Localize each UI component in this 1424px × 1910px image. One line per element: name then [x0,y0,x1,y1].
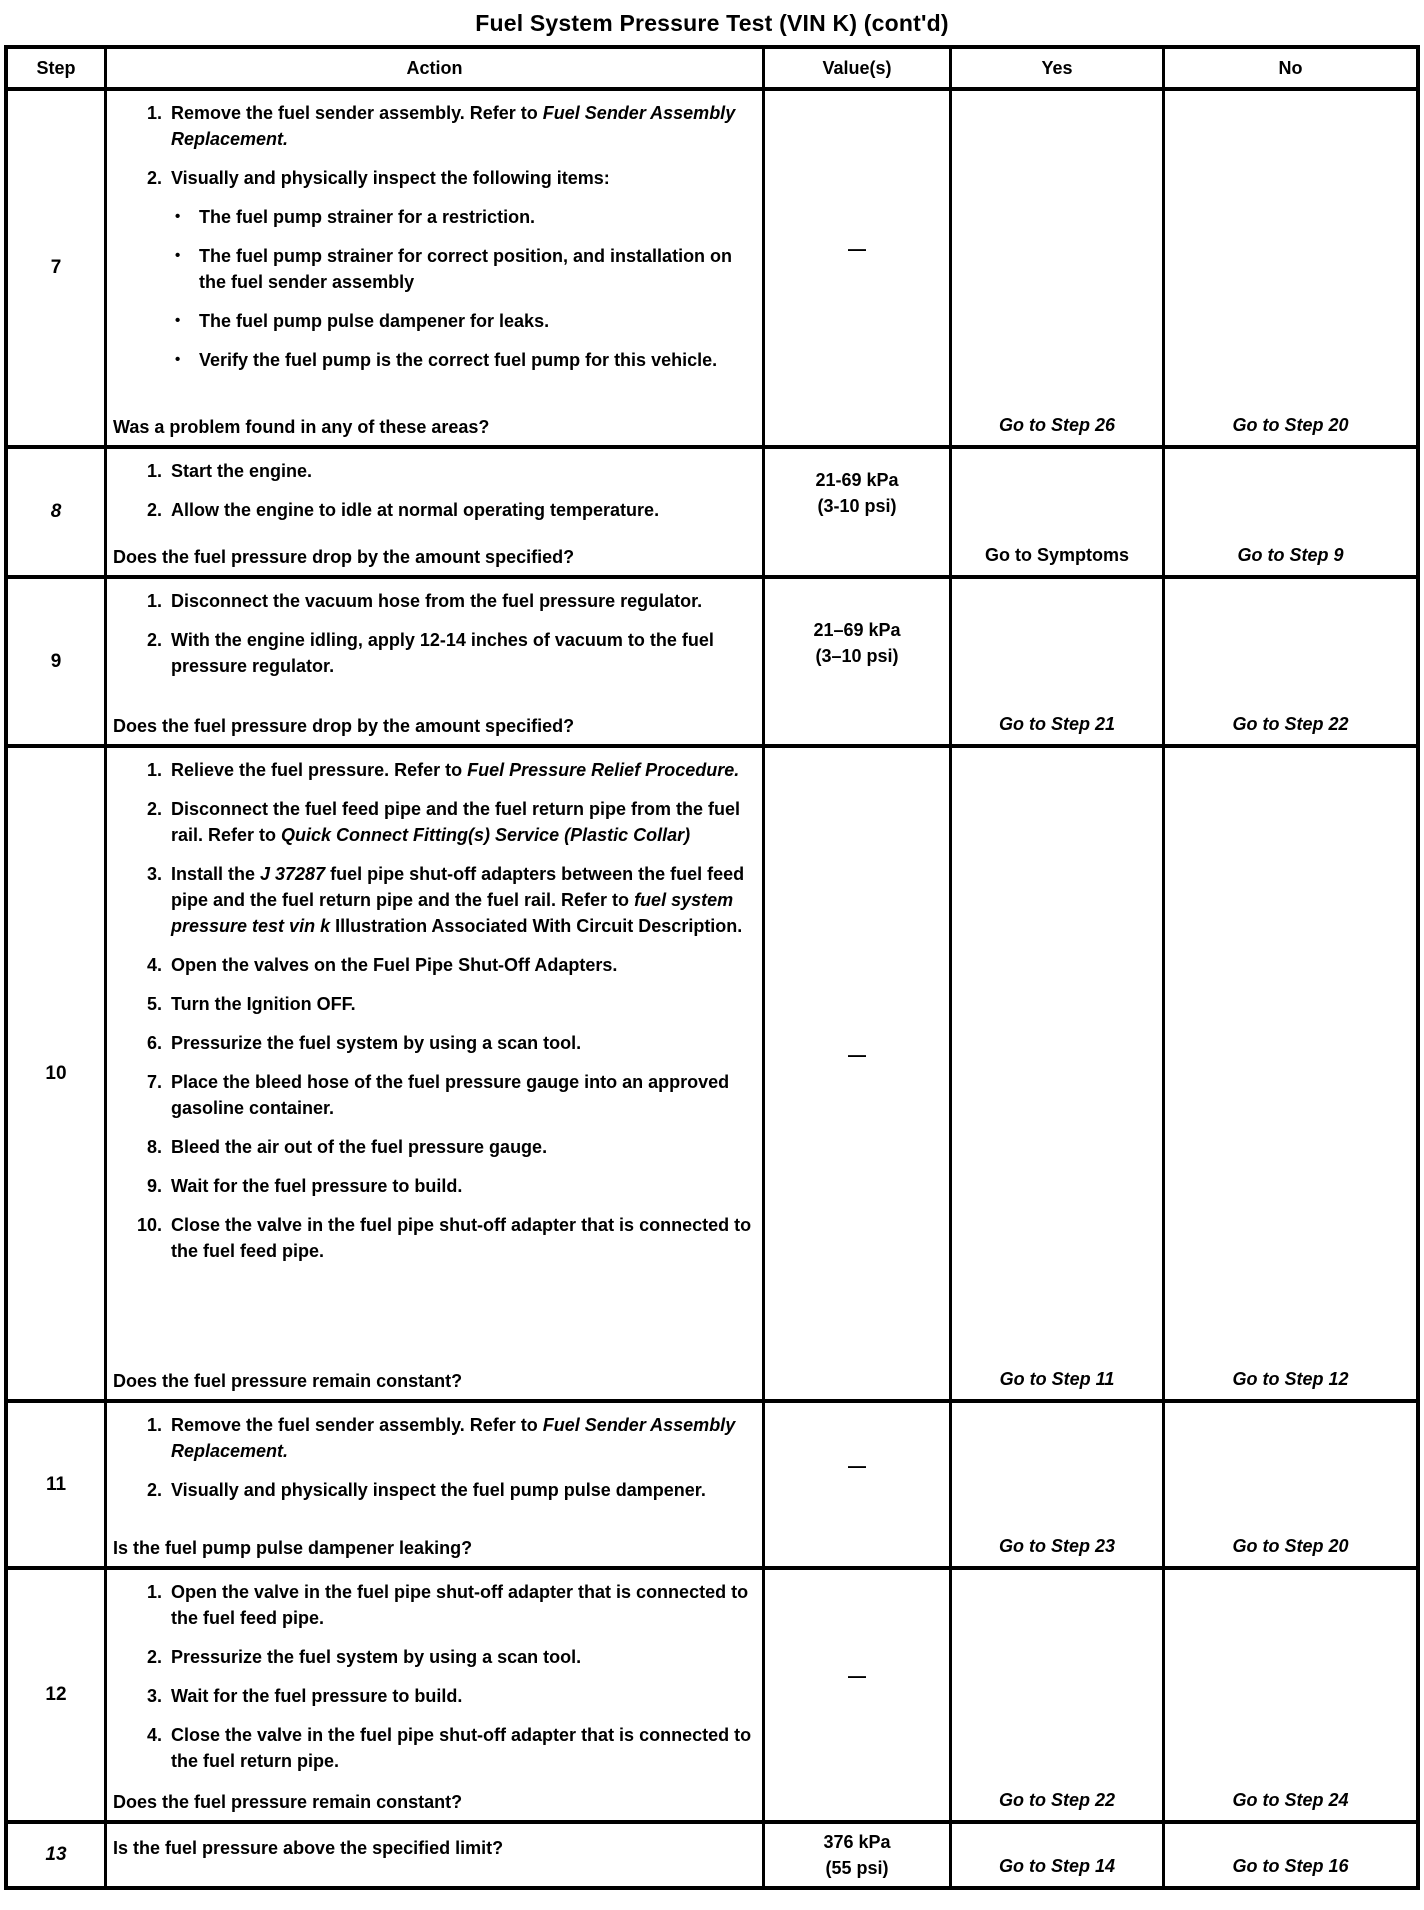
action-cell [104,1824,762,1886]
item-number: 4. [146,1725,162,1745]
action-item [135,757,754,783]
plain-text: Bleed the air out of the fuel pressure gauge. [171,1137,548,1157]
item-number: 9. [146,1176,162,1196]
item-text [171,1212,754,1264]
plain-text: Verify the fuel pump is the correct fuel pump for this vehicle. [199,350,718,370]
plain-text: Wait for the fuel pressure to build. [171,1176,463,1196]
item-number: 5. [146,994,162,1014]
row-question: Is the fuel pump pulse dampener leaking? [113,1538,473,1558]
item-text [171,165,754,191]
no-cell [1162,449,1416,575]
item-text [171,952,754,978]
fuel-test-table [4,45,1420,1890]
action-bullet-item [175,308,754,334]
go-to-label: Go to Step 12 [1232,1369,1349,1389]
no-cell [1162,91,1416,445]
yes-cell [949,91,1162,445]
value-line: 21–69 kPa [813,619,901,640]
action-cell [104,91,762,445]
table-row [8,575,1416,744]
item-text [171,1683,754,1709]
item-text [171,458,754,484]
item-number: 10. [136,1215,162,1235]
row-question: Does the fuel pressure drop by the amount specified? [113,716,575,736]
action-item [135,1412,754,1464]
value-line: — [848,239,866,259]
no-cell [1162,1570,1416,1820]
bullet-icon: • [175,351,181,368]
action-item [135,588,754,614]
value-cell [762,1403,949,1566]
table-header-row [8,49,1416,87]
action-item [135,1134,754,1160]
table-row [8,87,1416,445]
no-cell [1162,1403,1416,1566]
row-question: Does the fuel pressure remain constant? [113,1792,463,1812]
item-number: 2. [146,500,162,520]
value-cell [762,1824,949,1886]
item-number: 1. [146,461,162,481]
action-bullet-item [175,243,754,295]
item-text [171,1030,754,1056]
go-to-label: Go to Symptoms [984,545,1129,565]
plain-text: Visually and physically inspect the following items: [171,168,610,188]
plain-text: Open the valves on the Fuel Pipe Shut-Off Adapters. [171,955,618,975]
row-question: Does the fuel pressure remain constant? [113,1371,463,1391]
bullet-icon: • [175,208,181,225]
header-cell-values: Value(s) [762,49,949,87]
plain-text: Turn the Ignition OFF. [171,994,356,1014]
action-item [135,861,754,939]
action-item [135,1173,754,1199]
page-title: Fuel System Pressure Test (VIN K) (cont'd) [475,10,949,36]
item-number: 3. [146,1686,162,1706]
action-item [135,991,754,1017]
plain-text: Remove the fuel sender assembly. Refer to [171,103,543,123]
go-to-label: Go to Step 22 [998,1790,1115,1810]
plain-text: Pressurize the fuel system by using a scan tool. [171,1647,582,1667]
value-cell [762,1570,949,1820]
yes-cell [949,449,1162,575]
item-text [171,1412,754,1464]
bullet-icon: • [175,312,181,329]
item-number: 2. [146,1647,162,1667]
value-line: (55 psi) [825,1858,889,1878]
row-question: Is the fuel pressure above the specified limit? [113,1838,504,1858]
action-item [135,1069,754,1121]
header-cell-step: Step [36,57,76,78]
plain-text: Disconnect the fuel feed pipe and the fuel return pipe from the fuel rail. Refer to [171,799,741,845]
action-bullet-item [175,347,754,373]
item-number: 7. [146,1072,162,1092]
action-item [135,1722,754,1774]
plain-text: Install the [171,864,261,884]
yes-cell [949,748,1162,1399]
item-number: 6. [146,1033,162,1053]
row-question: Was a problem found in any of these areas? [113,417,490,437]
action-item [135,627,754,679]
item-number: 2. [146,799,162,819]
yes-cell [949,579,1162,744]
step-cell: 10 [45,1062,67,1084]
item-number: 1. [146,760,162,780]
italic-reference-text: Fuel Sender Assembly Replacement. [171,1415,736,1461]
action-item [135,1644,754,1670]
plain-text: The fuel pump pulse dampener for leaks. [199,311,550,331]
item-text [171,1477,754,1503]
bullet-icon: • [175,247,181,264]
plain-text: fuel pipe shut-off adapters between the fuel feed pipe and the fuel return pipe and the fuel rail. Refer to [171,864,745,910]
value-line: 376 kPa [823,1832,891,1852]
header-cell-action: Action [104,49,762,87]
item-number: 8. [146,1137,162,1157]
step-cell: 9 [50,650,62,672]
go-to-label: Go to Step 23 [998,1536,1115,1556]
action-item [135,100,754,152]
value-line: 21-69 kPa [815,470,899,490]
step-cell: 13 [45,1844,67,1865]
table-row [8,744,1416,1399]
header-cell-no: No [1162,49,1416,87]
plain-text: Close the valve in the fuel pipe shut-off adapter that is connected to the fuel return pipe. [171,1725,752,1771]
item-number: 1. [146,1415,162,1435]
item-text [171,1173,754,1199]
row-question: Does the fuel pressure drop by the amount specified? [113,547,575,567]
item-text [171,588,754,614]
action-item [135,458,754,484]
action-cell [104,579,762,744]
action-item [135,1212,754,1264]
item-text [171,1722,754,1774]
table-row [8,445,1416,575]
item-text [171,796,754,848]
step-cell: 7 [50,257,62,278]
no-cell [1162,579,1416,744]
action-cell [104,449,762,575]
italic-reference-text: Fuel Sender Assembly Replacement. [171,103,736,149]
action-cell [104,1403,762,1566]
item-text [199,308,754,334]
plain-text: Start the engine. [171,461,313,481]
plain-text: The fuel pump strainer for a restriction. [199,207,536,227]
go-to-label: Go to Step 24 [1232,1790,1349,1810]
item-number: 4. [146,955,162,975]
item-number: 1. [146,103,162,123]
action-item [135,1030,754,1056]
no-cell [1162,1824,1416,1886]
action-item [135,497,754,523]
item-text [171,1134,754,1160]
plain-text: Remove the fuel sender assembly. Refer to [171,1415,543,1435]
go-to-label: Go to Step 11 [999,1369,1115,1389]
plain-text: Disconnect the vacuum hose from the fuel pressure regulator. [171,591,703,611]
step-cell: 12 [45,1684,67,1705]
italic-reference-text: fuel system pressure test vin k [171,890,734,936]
go-to-label: Go to Step 20 [1232,415,1349,435]
plain-text: Visually and physically inspect the fuel pump pulse dampener. [171,1480,706,1500]
plain-text: Relieve the fuel pressure. Refer to [171,760,468,780]
action-item [135,1579,754,1631]
item-number: 2. [146,168,162,188]
item-number: 1. [146,1582,162,1602]
go-to-label: Go to Step 9 [1237,545,1344,565]
table-row [8,1566,1416,1820]
plain-text: Pressurize the fuel system by using a scan tool. [171,1033,582,1053]
italic-reference-text: Quick Connect Fitting(s) Service (Plastic Collar) [281,825,691,845]
item-text [199,243,754,295]
value-line: — [848,1666,866,1686]
step-cell: 11 [45,1473,67,1495]
plain-text: Close the valve in the fuel pipe shut-off adapter that is connected to the fuel feed pipe. [171,1215,752,1261]
table-row [8,1820,1416,1886]
go-to-label: Go to Step 22 [1232,714,1349,734]
plain-text: The fuel pump strainer for correct position, and installation on the fuel sender assembly [199,246,733,292]
action-cell [104,748,762,1399]
header-cell-yes: Yes [949,49,1162,87]
step-cell: 8 [50,501,62,522]
yes-cell [949,1824,1162,1886]
action-cell [104,1570,762,1820]
value-cell [762,748,949,1399]
go-to-label: Go to Step 21 [998,714,1115,734]
value-cell [762,91,949,445]
yes-cell [949,1570,1162,1820]
plain-text: Allow the engine to idle at normal operating temperature. [171,500,660,520]
plain-text: Place the bleed hose of the fuel pressure gauge into an approved gasoline container. [171,1072,730,1118]
go-to-label: Go to Step 26 [998,415,1115,435]
italic-reference-text: J 37287 [260,864,326,884]
item-text [171,627,754,679]
item-text [199,204,754,230]
action-item [135,165,754,191]
table-row [8,1399,1416,1566]
action-item [135,1477,754,1503]
plain-text: Illustration Associated With Circuit Description. [330,916,743,936]
item-text [171,861,754,939]
item-number: 3. [146,864,162,884]
yes-cell [949,1403,1162,1566]
go-to-label: Go to Step 16 [1232,1856,1349,1876]
plain-text: Open the valve in the fuel pipe shut-off adapter that is connected to the fuel feed pipe. [171,1582,749,1628]
item-text [171,991,754,1017]
item-text [171,100,754,152]
plain-text: Wait for the fuel pressure to build. [171,1686,463,1706]
item-number: 2. [146,630,162,650]
go-to-label: Go to Step 20 [1232,1536,1349,1556]
no-cell [1162,748,1416,1399]
action-item [135,952,754,978]
item-text [171,1644,754,1670]
action-item [135,796,754,848]
action-bullet-item [175,204,754,230]
value-cell [762,579,949,744]
action-item [135,1683,754,1709]
value-line: (3–10 psi) [815,645,899,666]
item-text [171,757,754,783]
plain-text: With the engine idling, apply 12-14 inches of vacuum to the fuel pressure regulator. [171,630,714,676]
item-text [199,347,754,373]
item-text [171,1579,754,1631]
value-line: — [848,1455,866,1476]
value-line: — [848,1044,866,1065]
item-number: 1. [146,591,162,611]
item-number: 2. [146,1480,162,1500]
item-text [171,1069,754,1121]
value-line: (3-10 psi) [817,496,897,516]
item-text [171,497,754,523]
value-cell [762,449,949,575]
go-to-label: Go to Step 14 [998,1856,1115,1876]
italic-reference-text: Fuel Pressure Relief Procedure. [467,760,740,780]
